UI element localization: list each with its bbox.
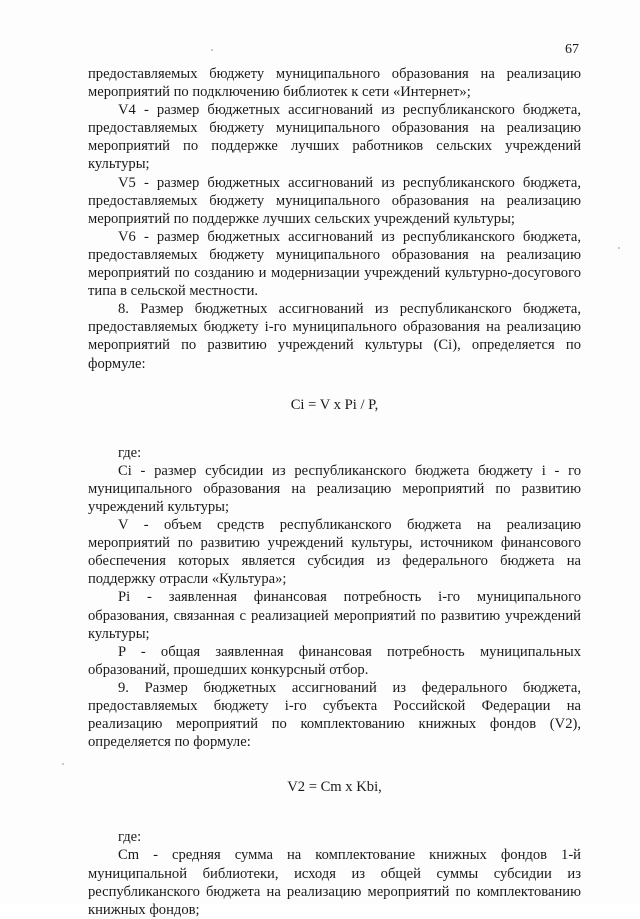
- where-label-2: где:: [118, 829, 142, 846]
- paragraph-ci-definition: Ci - размер субсидии из республиканского бюджета бюджету i - го муниципального образования на реализацию мероприятий по развитию учреждений культуры;: [88, 462, 581, 515]
- paragraph-v-definition: V - объем средств республиканского бюджета на реализацию мероприятий по развитию учреждений культуры, источником финансового обеспечения которых является субсидия из федерального бюджета на поддержку отрасли «Культура»;: [88, 517, 581, 588]
- formula-v2: V2 = Cm x Kbi,: [287, 779, 382, 796]
- scan-speck: [618, 247, 620, 249]
- paragraph-cm-definition: Cm - средняя сумма на комплектование книжных фондов 1-й муниципальной библиотеки, исходя из общей суммы субсидии из республиканского бюджета на реализацию мероприятий по комплектованию книжных фондов;: [88, 847, 581, 918]
- paragraph-item-9: 9. Размер бюджетных ассигнований из федерального бюджета, предоставляемых бюджету i-го субъекта Российской Федерации на реализацию мероприятий по комплектованию книжных фондов (V2), определяется по формуле:: [88, 679, 581, 751]
- paragraph-v4: V4 - размер бюджетных ассигнований из республиканского бюджета, предоставляемых бюджету муниципального образования на реализацию мероприятий по поддержке лучших работников сельских учреждений культуры;: [88, 102, 581, 173]
- formula-ci: Ci = V x Pi / P,: [290, 396, 379, 413]
- paragraph-p-definition: P - общая заявленная финансовая потребность муниципальных образований, прошедших конкурсный отбор.: [88, 643, 581, 678]
- paragraph-item-8: 8. Размер бюджетных ассигнований из республиканского бюджета, предоставляемых бюджету i-го муниципального образования на реализацию мероприятий по развитию учреждений культуры (Ci), определяется по формуле:: [88, 301, 581, 372]
- paragraph-v5: V5 - размер бюджетных ассигнований из республиканского бюджета, предоставляемых бюджету муниципального образования на реализацию мероприятий по поддержке лучших сельских учреждений культуры;: [88, 174, 581, 227]
- where-label-1: где:: [118, 444, 142, 461]
- paragraph-v6: V6 - размер бюджетных ассигнований из республиканского бюджета, предоставляемых бюджету муниципального образования на реализацию мероприятий по созданию и модернизации учреждений культурно-досугового типа в сельской местности.: [88, 228, 581, 300]
- document-body: [88, 65, 581, 919]
- page-number: 67: [565, 42, 579, 57]
- paragraph-pi-definition: Pi - заявленная финансовая потребность i-го муниципального образования, связанная с реализацией мероприятий по развитию учреждений культуры;: [88, 589, 581, 642]
- scan-speck: [211, 49, 213, 51]
- paragraph-p1: предоставляемых бюджету муниципального образования на реализацию мероприятий по подключению библиотек к сети «Интернет»;: [88, 66, 581, 101]
- scan-speck: [62, 763, 64, 765]
